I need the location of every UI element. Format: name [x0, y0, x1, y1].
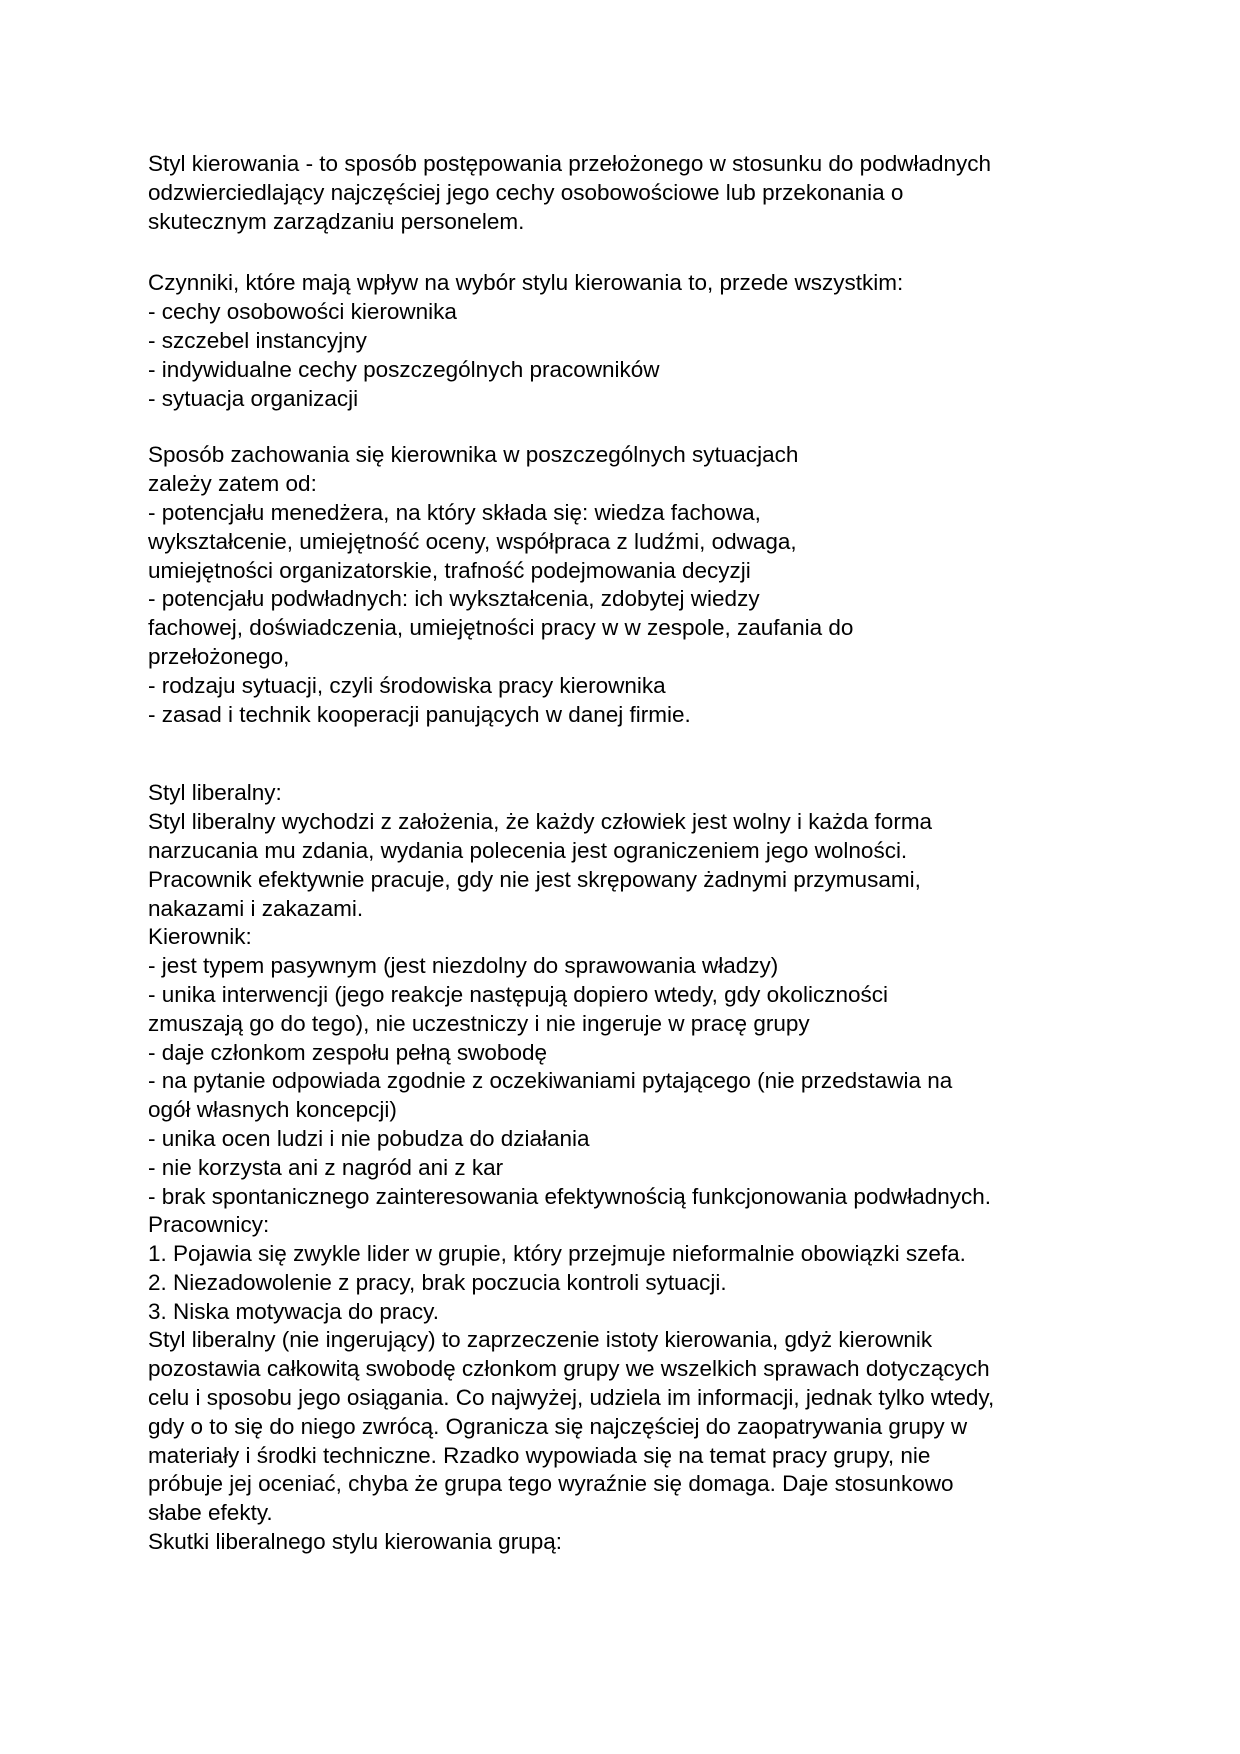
- text-line: gdy o to się do niego zwrócą. Ogranicza się najczęściej do zaopatrywania grupy w: [148, 1413, 968, 1439]
- numbered-item: 3. Niska motywacja do pracy.: [148, 1298, 439, 1324]
- text-line: materiały i środki techniczne. Rzadko wypowiada się na temat pracy grupy, nie: [148, 1442, 931, 1468]
- list-item: - potencjału podwładnych: ich wykształcenia, zdobytej wiedzy: [148, 586, 760, 612]
- numbered-item: 1. Pojawia się zwykle lider w grupie, który przejmuje nieformalnie obowiązki szefa.: [148, 1241, 966, 1267]
- text-line: Czynniki, które mają wpływ na wybór stylu kierowania to, przede wszystkim:: [148, 270, 904, 296]
- list-item: - szczebel instancyjny: [148, 327, 367, 353]
- list-item: - potencjału menedżera, na który składa się: wiedza fachowa,: [148, 499, 761, 525]
- list-item: - unika ocen ludzi i nie pobudza do działania: [148, 1125, 590, 1151]
- text-line: słabe efekty.: [148, 1500, 273, 1526]
- paragraph-gap: [148, 236, 1108, 269]
- text-line: narzucania mu zdania, wydania polecenia jest ograniczeniem jego wolności.: [148, 837, 908, 863]
- text-line: zależy zatem od:: [148, 471, 317, 497]
- text-line: pozostawia całkowitą swobodę członkom grupy we wszelkich sprawach dotyczących: [148, 1356, 990, 1382]
- paragraph-gap: [148, 413, 1108, 441]
- text-line: Styl kierowania - to sposób postępowania przełożonego w stosunku do podwładnych: [148, 151, 992, 176]
- text-line: ogół własnych koncepcji): [148, 1097, 397, 1123]
- text-line: próbuje jej oceniać, chyba że grupa tego wyraźnie się domaga. Daje stosunkowo: [148, 1471, 954, 1497]
- text-line: skutecznym zarządzaniu personelem.: [148, 208, 525, 234]
- subheading-manager: Kierownik:: [148, 924, 252, 950]
- text-line: Styl liberalny wychodzi z założenia, że każdy człowiek jest wolny i każda forma: [148, 809, 933, 835]
- list-item: - jest typem pasywnym (jest niezdolny do sprawowania władzy): [148, 953, 779, 979]
- behavior-paragraph: [148, 441, 1108, 729]
- list-item: - unika interwencji (jego reakcje następują dopiero wtedy, gdy okoliczności: [148, 981, 888, 1007]
- text-line: odzwierciedlający najczęściej jego cechy osobowościowe lub przekonania o: [148, 179, 904, 205]
- list-item: - nie korzysta ani z nagród ani z kar: [148, 1154, 504, 1180]
- paragraph-gap: [148, 729, 1108, 779]
- text-line: przełożonego,: [148, 643, 290, 669]
- text-line: umiejętności organizatorskie, trafność podejmowania decyzji: [148, 557, 751, 583]
- text-line: fachowej, doświadczenia, umiejętności pracy w w zespole, zaufania do: [148, 615, 854, 641]
- document-body: [148, 150, 1108, 1557]
- list-item: - zasad i technik kooperacji panujących w danej firmie.: [148, 701, 691, 727]
- list-item: - indywidualne cechy poszczególnych pracowników: [148, 356, 660, 382]
- factors-paragraph: [148, 269, 1108, 413]
- text-line: zmuszają go do tego), nie uczestniczy i nie ingeruje w pracę grupy: [148, 1010, 810, 1036]
- text-line: nakazami i zakazami.: [148, 895, 364, 921]
- text-line: wykształcenie, umiejętność oceny, współpraca z ludźmi, odwaga,: [148, 528, 797, 554]
- liberal-style-section: [148, 779, 1108, 1557]
- text-line: Styl liberalny (nie ingerujący) to zaprzeczenie istoty kierowania, gdyż kierownik: [148, 1327, 933, 1353]
- list-item: - sytuacja organizacji: [148, 385, 359, 411]
- text-line: Pracownik efektywnie pracuje, gdy nie jest skrępowany żadnymi przymusami,: [148, 866, 921, 892]
- subheading-employees: Pracownicy:: [148, 1212, 270, 1238]
- text-line: celu i sposobu jego osiągania. Co najwyżej, udziela im informacji, jednak tylko wtedy,: [148, 1385, 995, 1411]
- list-item: - daje członkom zespołu pełną swobodę: [148, 1039, 547, 1065]
- list-item: - rodzaju sytuacji, czyli środowiska pracy kierownika: [148, 672, 666, 698]
- subheading-effects: Skutki liberalnego stylu kierowania grupą:: [148, 1529, 562, 1555]
- list-item: - cechy osobowości kierownika: [148, 299, 457, 325]
- list-item: - brak spontanicznego zainteresowania efektywnością funkcjonowania podwładnych.: [148, 1183, 992, 1209]
- numbered-item: 2. Niezadowolenie z pracy, brak poczucia kontroli sytuacji.: [148, 1269, 727, 1295]
- list-item: - na pytanie odpowiada zgodnie z oczekiwaniami pytającego (nie przedstawia na: [148, 1068, 953, 1094]
- intro-paragraph: [148, 150, 1108, 236]
- text-line: Sposób zachowania się kierownika w poszczególnych sytuacjach: [148, 442, 799, 468]
- section-heading: Styl liberalny:: [148, 780, 282, 806]
